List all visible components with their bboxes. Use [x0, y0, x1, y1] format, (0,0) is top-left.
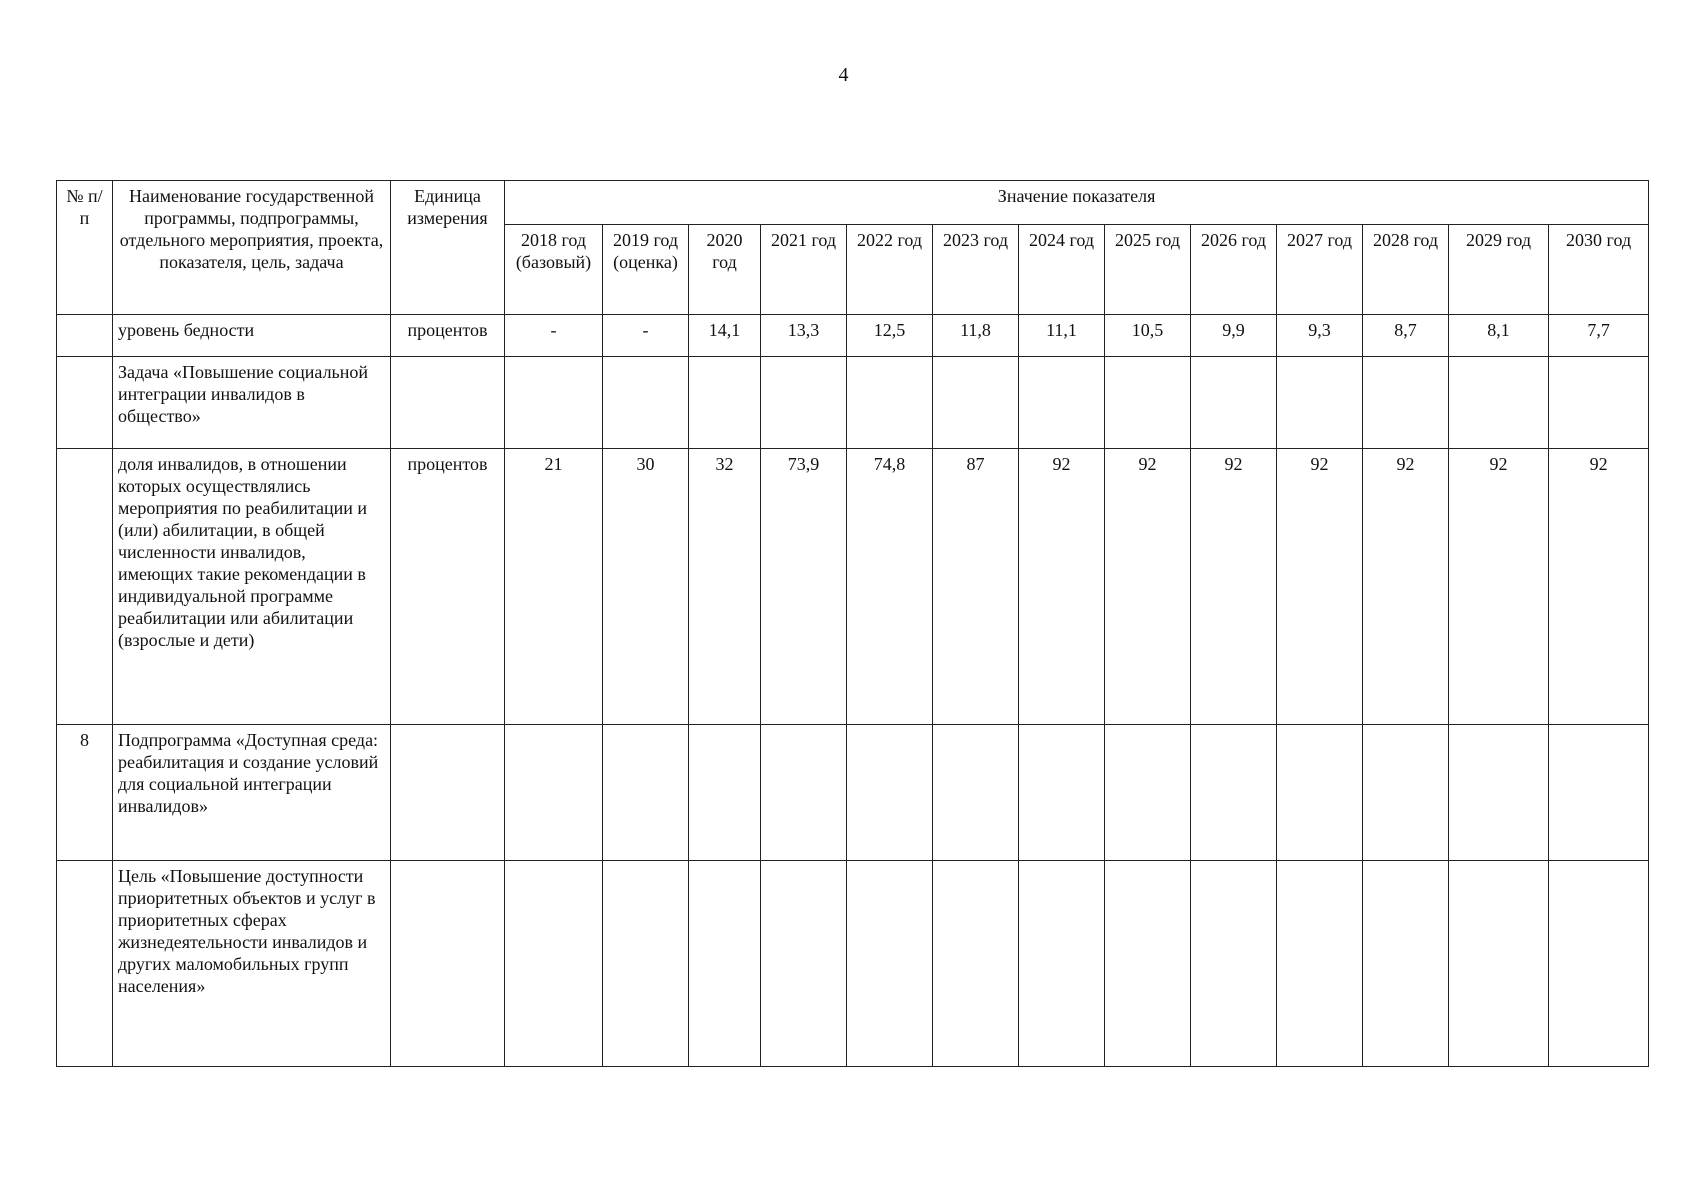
row-value — [1549, 861, 1649, 1067]
row-value — [1191, 861, 1277, 1067]
page-number: 4 — [838, 64, 849, 86]
row-value — [761, 357, 847, 449]
table-row — [57, 357, 1649, 449]
row-value — [1019, 861, 1105, 1067]
row-num — [57, 315, 113, 357]
header-year: 2019 год (оценка) — [603, 225, 689, 315]
table-row — [57, 861, 1649, 1067]
row-value — [505, 725, 603, 861]
row-value: 12,5 — [847, 315, 933, 357]
row-value: 92 — [1363, 449, 1449, 725]
row-value: 87 — [933, 449, 1019, 725]
row-value — [1191, 725, 1277, 861]
row-value — [1019, 357, 1105, 449]
row-unit — [391, 357, 505, 449]
header-value-group: Значение показателя — [505, 181, 1649, 225]
row-value — [847, 725, 933, 861]
row-value — [1549, 725, 1649, 861]
row-value — [933, 725, 1019, 861]
table-row — [57, 315, 1649, 357]
row-value: 21 — [505, 449, 603, 725]
row-value: 92 — [1277, 449, 1363, 725]
row-value: 10,5 — [1105, 315, 1191, 357]
row-num — [57, 861, 113, 1067]
row-value: - — [505, 315, 603, 357]
row-value: 74,8 — [847, 449, 933, 725]
row-name: Цель «Повышение доступности приоритетных объектов и услуг в приоритетных сферах жизнедеятельности инвалидов и других маломобильных групп населения» — [113, 861, 391, 1067]
row-num — [57, 449, 113, 725]
row-value — [1363, 725, 1449, 861]
table-body — [57, 315, 1649, 1067]
row-value: 92 — [1105, 449, 1191, 725]
row-value — [1549, 357, 1649, 449]
row-value — [1363, 861, 1449, 1067]
row-value — [1277, 861, 1363, 1067]
row-value — [1363, 357, 1449, 449]
header-year: 2028 год — [1363, 225, 1449, 315]
row-value — [1105, 357, 1191, 449]
row-name: доля инвалидов, в отношении которых осуществлялись мероприятия по реабилитации и (или) абилитации, в общей численности инвалидов, имеющих такие рекомендации в индивидуальной программе реабилитации или абилитации (взрослые и дети) — [113, 449, 391, 725]
row-value: 92 — [1019, 449, 1105, 725]
row-value: 32 — [689, 449, 761, 725]
header-num: № п/п — [57, 181, 113, 315]
header-year: 2020 год — [689, 225, 761, 315]
row-value — [1449, 861, 1549, 1067]
header-year: 2024 год — [1019, 225, 1105, 315]
row-name: уровень бедности — [113, 315, 391, 357]
row-value — [933, 861, 1019, 1067]
table-row — [57, 725, 1649, 861]
row-value — [847, 357, 933, 449]
header-year: 2023 год — [933, 225, 1019, 315]
row-value — [933, 357, 1019, 449]
row-value — [847, 861, 933, 1067]
header-year: 2022 год — [847, 225, 933, 315]
header-unit: Единица измерения — [391, 181, 505, 315]
row-value — [761, 725, 847, 861]
row-value — [505, 357, 603, 449]
header-year: 2029 год — [1449, 225, 1549, 315]
header-year: 2027 год — [1277, 225, 1363, 315]
row-value: 92 — [1191, 449, 1277, 725]
row-value: 9,3 — [1277, 315, 1363, 357]
row-value — [761, 861, 847, 1067]
header-year: 2025 год — [1105, 225, 1191, 315]
row-value: - — [603, 315, 689, 357]
row-value: 30 — [603, 449, 689, 725]
table-row — [57, 449, 1649, 725]
row-value: 8,7 — [1363, 315, 1449, 357]
header-year: 2021 год — [761, 225, 847, 315]
row-value — [1449, 725, 1549, 861]
row-value — [1449, 357, 1549, 449]
row-unit — [391, 725, 505, 861]
row-value — [1277, 725, 1363, 861]
row-value: 92 — [1449, 449, 1549, 725]
row-value — [603, 861, 689, 1067]
row-value — [689, 357, 761, 449]
row-value — [1019, 725, 1105, 861]
row-value — [1105, 861, 1191, 1067]
header-name: Наименование государственной программы, подпрограммы, отдельного мероприятия, проекта, показателя, цель, задача — [113, 181, 391, 315]
row-value — [1191, 357, 1277, 449]
row-unit: процентов — [391, 449, 505, 725]
header-year: 2030 год — [1549, 225, 1649, 315]
row-value — [505, 861, 603, 1067]
row-value: 7,7 — [1549, 315, 1649, 357]
indicators-table — [56, 180, 1649, 1067]
row-value: 8,1 — [1449, 315, 1549, 357]
row-value: 73,9 — [761, 449, 847, 725]
row-num: 8 — [57, 725, 113, 861]
row-value — [1105, 725, 1191, 861]
row-value — [603, 357, 689, 449]
row-value: 11,1 — [1019, 315, 1105, 357]
header-year: 2018 год (базовый) — [505, 225, 603, 315]
row-name: Задача «Повышение социальной интеграции инвалидов в общество» — [113, 357, 391, 449]
row-value — [689, 861, 761, 1067]
row-value: 14,1 — [689, 315, 761, 357]
row-value: 11,8 — [933, 315, 1019, 357]
row-value — [1277, 357, 1363, 449]
row-value: 13,3 — [761, 315, 847, 357]
header-year: 2026 год — [1191, 225, 1277, 315]
row-unit: процентов — [391, 315, 505, 357]
row-unit — [391, 861, 505, 1067]
table-header — [57, 181, 1649, 315]
row-value — [603, 725, 689, 861]
row-value: 9,9 — [1191, 315, 1277, 357]
row-value: 92 — [1549, 449, 1649, 725]
row-value — [689, 725, 761, 861]
row-num — [57, 357, 113, 449]
row-name: Подпрограмма «Доступная среда: реабилитация и создание условий для социальной интеграции инвалидов» — [113, 725, 391, 861]
